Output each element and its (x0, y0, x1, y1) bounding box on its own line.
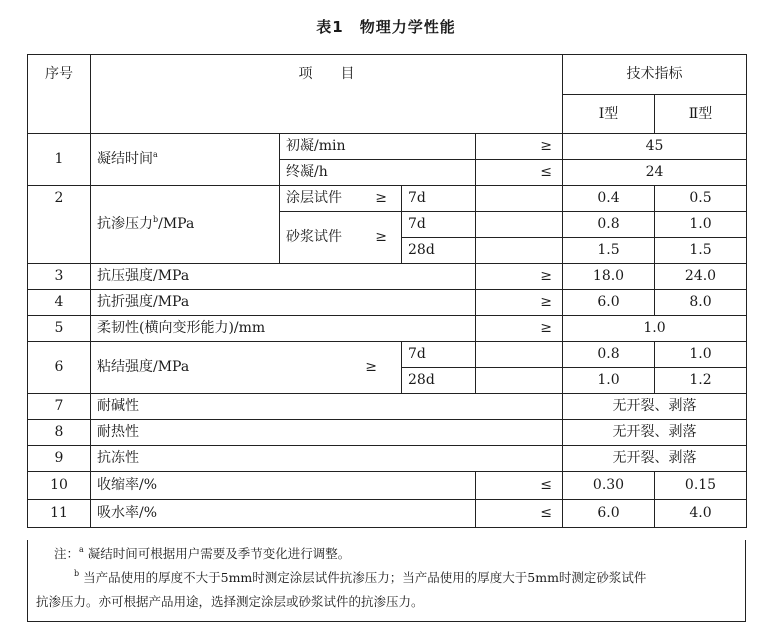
value: 1.2 (655, 368, 747, 394)
row-number: 4 (28, 290, 91, 316)
header-item: 项 目 (91, 55, 563, 134)
value: 6.0 (563, 500, 655, 528)
item-name: 耐碱性 (91, 394, 563, 420)
properties-table (27, 54, 747, 528)
table-row (28, 186, 747, 212)
row-number: 11 (28, 500, 91, 528)
item-name: 柔韧性(横向变形能力)/mm (91, 316, 476, 342)
item-name: 抗冻性 (91, 446, 563, 472)
value: 45 (563, 134, 747, 160)
header-type1: Ⅰ型 (563, 95, 655, 134)
value: 1.0 (655, 212, 747, 238)
value: 0.8 (563, 342, 655, 368)
operator: ≤ (476, 160, 563, 186)
row-number: 7 (28, 394, 91, 420)
operator: ≤ (476, 500, 563, 528)
sub-item: 终凝/h (280, 160, 476, 186)
operator: ≥ (476, 264, 563, 290)
item-name: 耐热性 (91, 420, 563, 446)
table-row (28, 290, 747, 316)
item-name: 粘结强度/MPa ≥ (91, 342, 402, 394)
value: 6.0 (563, 290, 655, 316)
value: 18.0 (563, 264, 655, 290)
age: 28d (402, 238, 476, 264)
value: 24 (563, 160, 747, 186)
value: 1.0 (563, 316, 747, 342)
table-row (28, 342, 747, 368)
value: 0.8 (563, 212, 655, 238)
value: 1.5 (655, 238, 747, 264)
value: 0.4 (563, 186, 655, 212)
value: 0.15 (655, 472, 747, 500)
age: 28d (402, 368, 476, 394)
row-number: 6 (28, 342, 91, 394)
value: 0.30 (563, 472, 655, 500)
value: 1.0 (655, 342, 747, 368)
note-a: 注：$^a$ 凝结时间可根据用户需要及季节变化进行调整。 (54, 545, 351, 561)
row-number: 3 (28, 264, 91, 290)
table-row (28, 134, 747, 160)
item-name: 凝结时间$^a$ (91, 134, 280, 186)
value: 4.0 (655, 500, 747, 528)
item-name: 收缩率/% (91, 472, 476, 500)
value: 8.0 (655, 290, 747, 316)
value: 0.5 (655, 186, 747, 212)
table-row (28, 420, 747, 446)
table-notes (27, 540, 746, 622)
row-number: 5 (28, 316, 91, 342)
sub-item: 涂层试件 ≥ (280, 186, 402, 212)
operator: ≤ (476, 472, 563, 500)
table-row (28, 472, 747, 500)
value: 无开裂、剥落 (563, 446, 747, 472)
row-number: 9 (28, 446, 91, 472)
item-name: 抗折强度/MPa (91, 290, 476, 316)
note-b: $^b$ 当产品使用的厚度不大于5mm时测定涂层试件抗渗压力；当产品使用的厚度大于5mm时测定砂浆试件 (74, 569, 647, 585)
item-name: 吸水率/% (91, 500, 476, 528)
header-seq: 序号 (28, 55, 91, 134)
value: 24.0 (655, 264, 747, 290)
item-name: 抗渗压力$^b$/MPa (91, 186, 280, 264)
table-row (28, 500, 747, 528)
value: 无开裂、剥落 (563, 420, 747, 446)
operator: ≥ (476, 134, 563, 160)
row-number: 2 (28, 186, 91, 264)
value: 1.0 (563, 368, 655, 394)
operator: ≥ (476, 290, 563, 316)
table-row (28, 264, 747, 290)
age: 7d (402, 186, 476, 212)
operator: ≥ (476, 316, 563, 342)
item-name: 抗压强度/MPa (91, 264, 476, 290)
table-row (28, 394, 747, 420)
value: 1.5 (563, 238, 655, 264)
row-number: 1 (28, 134, 91, 186)
table-row (28, 316, 747, 342)
table-row (28, 446, 747, 472)
row-number: 10 (28, 472, 91, 500)
row-number: 8 (28, 420, 91, 446)
header-spec: 技术指标 (563, 55, 747, 95)
value: 无开裂、剥落 (563, 394, 747, 420)
sub-item: 初凝/min (280, 134, 476, 160)
age: 7d (402, 212, 476, 238)
note-b-continued: 抗渗压力。亦可根据产品用途，选择测定涂层或砂浆试件的抗渗压力。 (36, 594, 424, 609)
sub-item: 砂浆试件 ≥ (280, 212, 402, 264)
table-title: 表1 物理力学性能 (316, 18, 456, 36)
header-type2: Ⅱ型 (655, 95, 747, 134)
age: 7d (402, 342, 476, 368)
